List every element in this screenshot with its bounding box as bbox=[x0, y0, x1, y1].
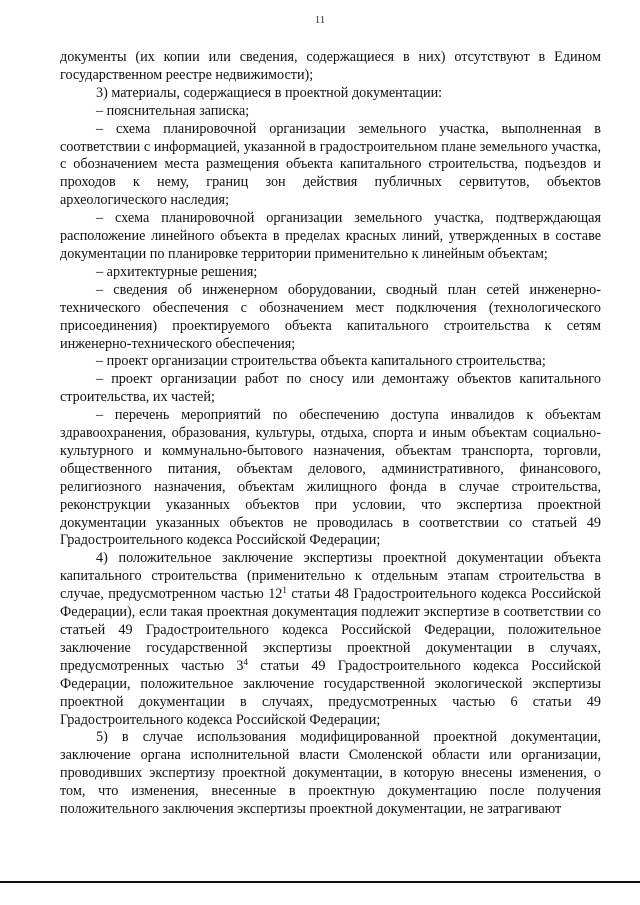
paragraph-text: статьи 49 Градостроительного кодекса Российской Федерации, положительное заключение государственной экологической экспертизы проектной документации в случаях, предусмотренных частью 6 статьи 49 Градостроительного кодекса Российской Федерации; bbox=[60, 657, 601, 728]
list-item: – перечень мероприятий по обеспечению доступа инвалидов к объектам здравоохранения, образования, культуры, отдыха, спорта и иным объектам социально-культурного и коммунально-бытового назначения, объектам транспорта, торговли, общественного питания, объектам делового, административного, финансового, религиозного назначения, объектам жилищного фонда в случае строительства, реконструкции указанных объектов при условии, что экспертиза проектной документации указанных объектов не проводилась в соответствии со статьей 49 Градостроительного кодекса Российской Федерации; bbox=[60, 407, 601, 549]
list-item: – сведения об инженерном оборудовании, сводный план сетей инженерно-технического обеспечения с обозначением мест подключения (технологического присоединения) проектируемого объекта капитального строительства к сетям инженерно-технического обеспечения; bbox=[60, 281, 601, 352]
superscript: 4 bbox=[243, 656, 248, 667]
paragraph-item-5: 5) в случае использования модифицированной проектной документации, заключение органа исполнительной власти Смоленской области или организации, проводивших экспертизу проектной документации, в которую внесены изменения, о том, что изменения, внесенные в проектную документацию после получения положительного заключения экспертизы проектной документации, не затрагивают bbox=[60, 729, 601, 818]
superscript: 1 bbox=[282, 585, 287, 596]
list-item: – пояснительная записка; bbox=[96, 102, 250, 119]
paragraph-continuation: документы (их копии или сведения, содержащиеся в них) отсутствуют в Едином государственном реестре недвижимости); bbox=[60, 49, 601, 83]
list-item: – архитектурные решения; bbox=[96, 263, 258, 280]
list-item: – схема планировочной организации земельного участка, выполненная в соответствии с информацией, указанной в градостроительном плане земельного участка, с обозначением места размещения объекта капитального строительства, подъездов и проходов к нему, границ зон действия публичных сервитутов, объектов археологического наследия; bbox=[60, 120, 601, 209]
list-item: – проект организации строительства объекта капитального строительства; bbox=[96, 353, 546, 370]
page-number: 11 bbox=[314, 14, 326, 26]
list-item: – проект организации работ по сносу или демонтажу объектов капитального строительства, их частей; bbox=[60, 371, 601, 406]
paragraph-text: 4) положительное заключение экспертизы проектной документации объекта капитального строительства (применительно к отдельным этапам строительства в случае, предусмотренном частью 12 bbox=[60, 550, 601, 603]
list-item: – схема планировочной организации земельного участка, подтверждающая расположение линейного объекта в пределах красных линий, утвержденных в составе документации по планировке территории применительно к линейным объектам; bbox=[60, 210, 601, 262]
paragraph-text: статьи 48 Градостроительного кодекса Российской Федерации), если такая проектная документация подлежит экспертизе в соответствии со статьей 49 Градостроительного кодекса Российской Федерации, положительное заключение государственной экспертизы проектной документации в случаях, предусмотренных частью 3 bbox=[60, 586, 601, 674]
bottom-divider bbox=[0, 881, 640, 883]
paragraph-item-3: 3) материалы, содержащиеся в проектной документации: bbox=[96, 84, 443, 101]
paragraph-item-4 bbox=[60, 550, 601, 729]
document-body bbox=[60, 49, 601, 819]
